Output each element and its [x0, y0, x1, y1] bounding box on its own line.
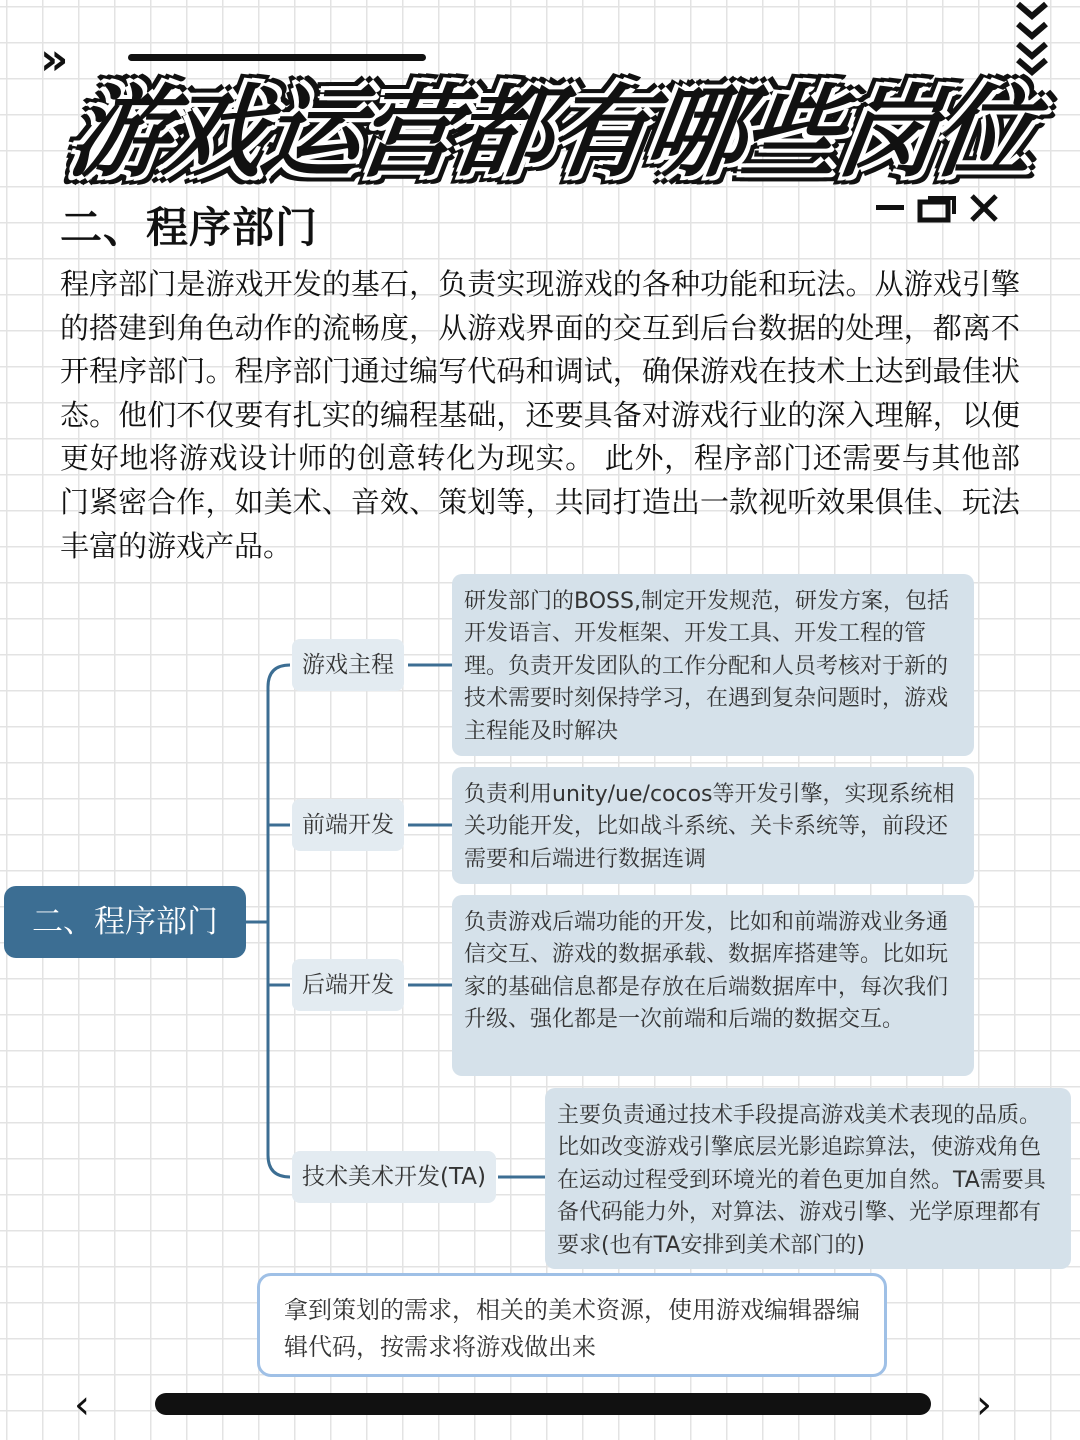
branch-label-frontend: 前端开发 [292, 799, 404, 851]
summary-box: 拿到策划的需求，相关的美术资源，使用游戏编辑器编辑代码，按需求将游戏做出来 [257, 1273, 887, 1377]
scrollbar[interactable] [155, 1393, 931, 1415]
intro-paragraph: 程序部门是游戏开发的基石，负责实现游戏的各种功能和玩法。从游戏引擎的搭建到角色动作的流畅度，从游戏界面的交互到后台数据的处理，都离不开程序部门。程序部门通过编写代码和调试，确保游戏在技术上达到最佳状 态。他们不仅要有扎实的编程基础，还要具备对游戏行业的深入理解，以便更好地将游戏设计师的创意转化为现实。 此外，程序部门还需要与其他部门紧密合作，如美术、音效、策划等，共同打造出一款视听效果俱佳、玩法丰富的游戏产品。 [60, 267, 1020, 563]
description-lead-programmer: 研发部门的BOSS,制定开发规范，研发方案，包括开发语言、开发框架、开发工具、开发工程的管理。负责开发团队的工作分配和人员考核对于新的技术需要时刻保持学习，在遇到复杂问题时，游戏主程能及时解决 [452, 574, 974, 756]
next-arrow-icon[interactable]: › [976, 1382, 992, 1428]
description-backend: 负责游戏后端功能的开发，比如和前端游戏业务通信交互、游戏的数据承载、数据库搭建等。比如玩家的基础信息都是存放在后端数据库中，每次我们升级、强化都是一次前端和后端的数据交互。 [452, 895, 974, 1076]
section-heading: 二、程序部门 [60, 203, 319, 252]
minimize-icon [876, 205, 904, 210]
mindmap-root-node: 二、程序部门 [4, 886, 246, 958]
close-icon [972, 196, 996, 220]
window-controls [872, 190, 1002, 226]
description-frontend: 负责利用unity/ue/cocos等开发引擎，实现系统相关功能开发，比如战斗系统、关卡系统等，前段还需要和后端进行数据连调 [452, 767, 974, 884]
branch-label-backend: 后端开发 [292, 959, 404, 1011]
branch-label-technical-art: 技术美术开发(TA) [292, 1151, 496, 1203]
top-decorative-line [128, 54, 426, 61]
maximize-icon [920, 198, 954, 220]
page-title: 游戏运营都有哪些岗位 [61, 74, 1039, 191]
branch-label-lead-programmer: 游戏主程 [292, 639, 404, 691]
prev-arrow-icon[interactable]: ‹ [74, 1382, 90, 1428]
down-chevrons-icon [1012, 0, 1052, 76]
description-technical-art: 主要负责通过技术手段提高游戏美术表现的品质。比如改变游戏引擎底层光影追踪算法，使游戏角色在运动过程受到环境光的着色更加自然。TA需要具备代码能力外，对算法、游戏引擎、光学原理都有要求(也有TA安排到美术部门的) [545, 1088, 1071, 1269]
double-chevron-icon: » [40, 34, 55, 85]
